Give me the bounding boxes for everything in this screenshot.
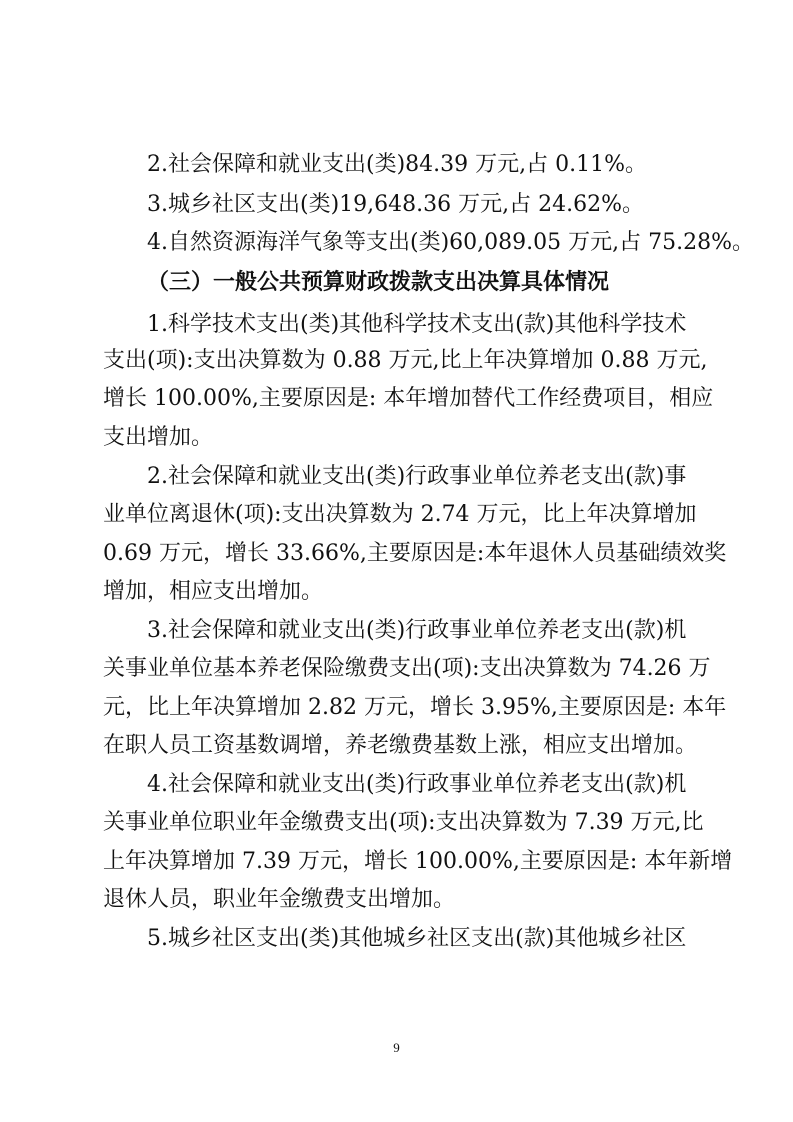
paragraph-line: 2.社会保障和就业支出(类)84.39 万元,占 0.11%。	[147, 152, 648, 177]
paragraph-line: 4.自然资源海洋气象等支出(类)60,089.05 万元,占 75.28%。	[147, 230, 754, 255]
paragraph-line: 3.城乡社区支出(类)19,648.36 万元,占 24.62%。	[147, 192, 644, 217]
paragraph-line: 1.科学技术支出(类)其他科学技术支出(款)其他科学技术	[147, 312, 687, 337]
paragraph-line: 3.社会保障和就业支出(类)行政事业单位养老支出(款)机	[147, 618, 687, 643]
paragraph-line: 上年决算增加 7.39 万元，增长 100.00%,主要原因是: 本年新增	[103, 849, 733, 874]
section-heading: （三）一般公共预算财政拨款支出决算具体情况	[147, 269, 610, 295]
paragraph-line: 元，比上年决算增加 2.82 万元，增长 3.95%,主要原因是: 本年	[103, 695, 727, 720]
paragraph-line: 支出增加。	[103, 425, 214, 450]
paragraph-line: 0.69 万元，增长 33.66%,主要原因是:本年退休人员基础绩效奖	[103, 541, 727, 566]
paragraph-line: 增加，相应支出增加。	[103, 579, 324, 604]
page-number: 9	[393, 1040, 400, 1055]
paragraph-line: 退休人员，职业年金缴费支出增加。	[103, 887, 456, 912]
paragraph-line: 支出(项):支出决算数为 0.88 万元,比上年决算增加 0.88 万元,	[103, 348, 708, 373]
paragraph-line: 增长 100.00%,主要原因是: 本年增加替代工作经费项目，相应	[103, 386, 714, 411]
paragraph-line: 4.社会保障和就业支出(类)行政事业单位养老支出(款)机	[147, 772, 687, 797]
paragraph-line: 业单位离退休(项):支出决算数为 2.74 万元，比上年决算增加	[103, 502, 697, 527]
paragraph-line: 关事业单位职业年金缴费支出(项):支出决算数为 7.39 万元,比	[103, 810, 704, 835]
paragraph-line: 关事业单位基本养老保险缴费支出(项):支出决算数为 74.26 万	[103, 656, 711, 681]
paragraph-line: 5.城乡社区支出(类)其他城乡社区支出(款)其他城乡社区	[147, 926, 687, 951]
paragraph-line: 在职人员工资基数调增，养老缴费基数上涨，相应支出增加。	[103, 733, 698, 758]
paragraph-line: 2.社会保障和就业支出(类)行政事业单位养老支出(款)事	[147, 464, 687, 489]
